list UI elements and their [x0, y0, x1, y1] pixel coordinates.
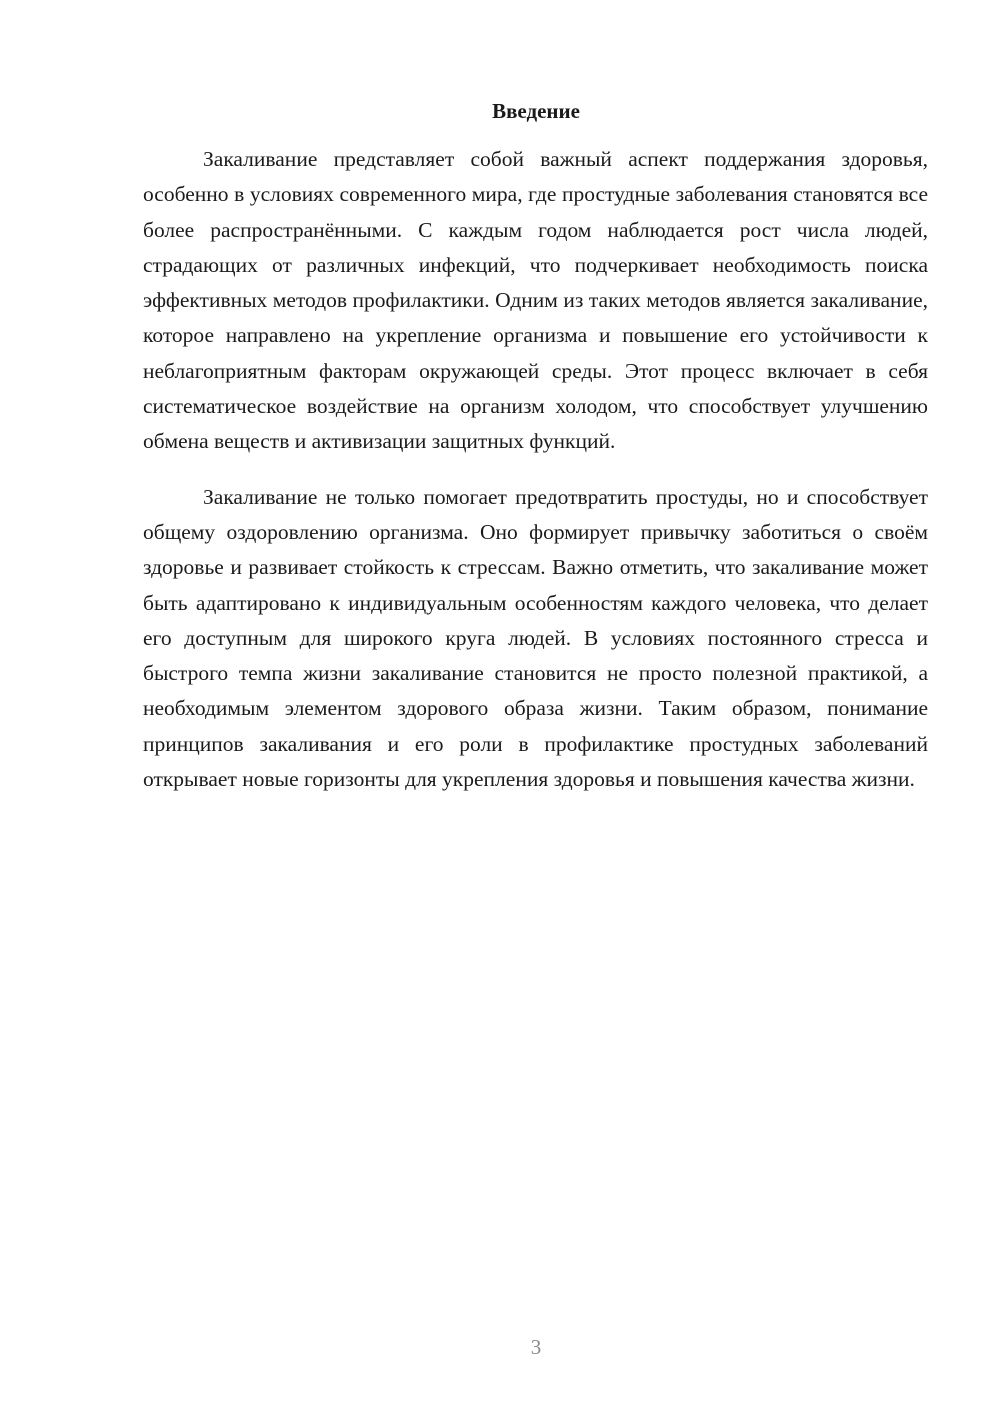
body-text: [143, 142, 928, 797]
paragraph-1: Закаливание представляет собой важный аспект поддержания здоровья, особенно в условиях современного мира, где простудные заболевания становятся все более распространёнными. С каждым годом наблюдается рост числа людей, страдающих от различных инфекций, что подчеркивает необходимость поиска эффективных методов профилактики. Одним из таких методов является закаливание, которое направлено на укрепление организма и повышение его устойчивости к неблагоприятным факторам окружающей среды. Этот процесс включает в себя систематическое воздействие на организм холодом, что способствует улучшению обмена веществ и активизации защитных функций.: [143, 147, 928, 454]
section-heading: Введение: [492, 99, 580, 123]
page-number: 3: [530, 1335, 542, 1359]
paragraph-2: Закаливание не только помогает предотвратить простуды, но и способствует общему оздоровлению организма. Оно формирует привычку заботиться о своём здоровье и развивает стойкость к стрессам. Важно отметить, что закаливание может быть адаптировано к индивидуальным особенностям каждого человека, что делает его доступным для широкого круга людей. В условиях постоянного стресса и быстрого темпа жизни закаливание становится не просто полезной практикой, а необходимым элементом здорового образа жизни. Таким образом, понимание принципов закаливания и его роли в профилактике простудных заболеваний открывает новые горизонты для укрепления здоровья и повышения качества жизни.: [143, 484, 928, 792]
